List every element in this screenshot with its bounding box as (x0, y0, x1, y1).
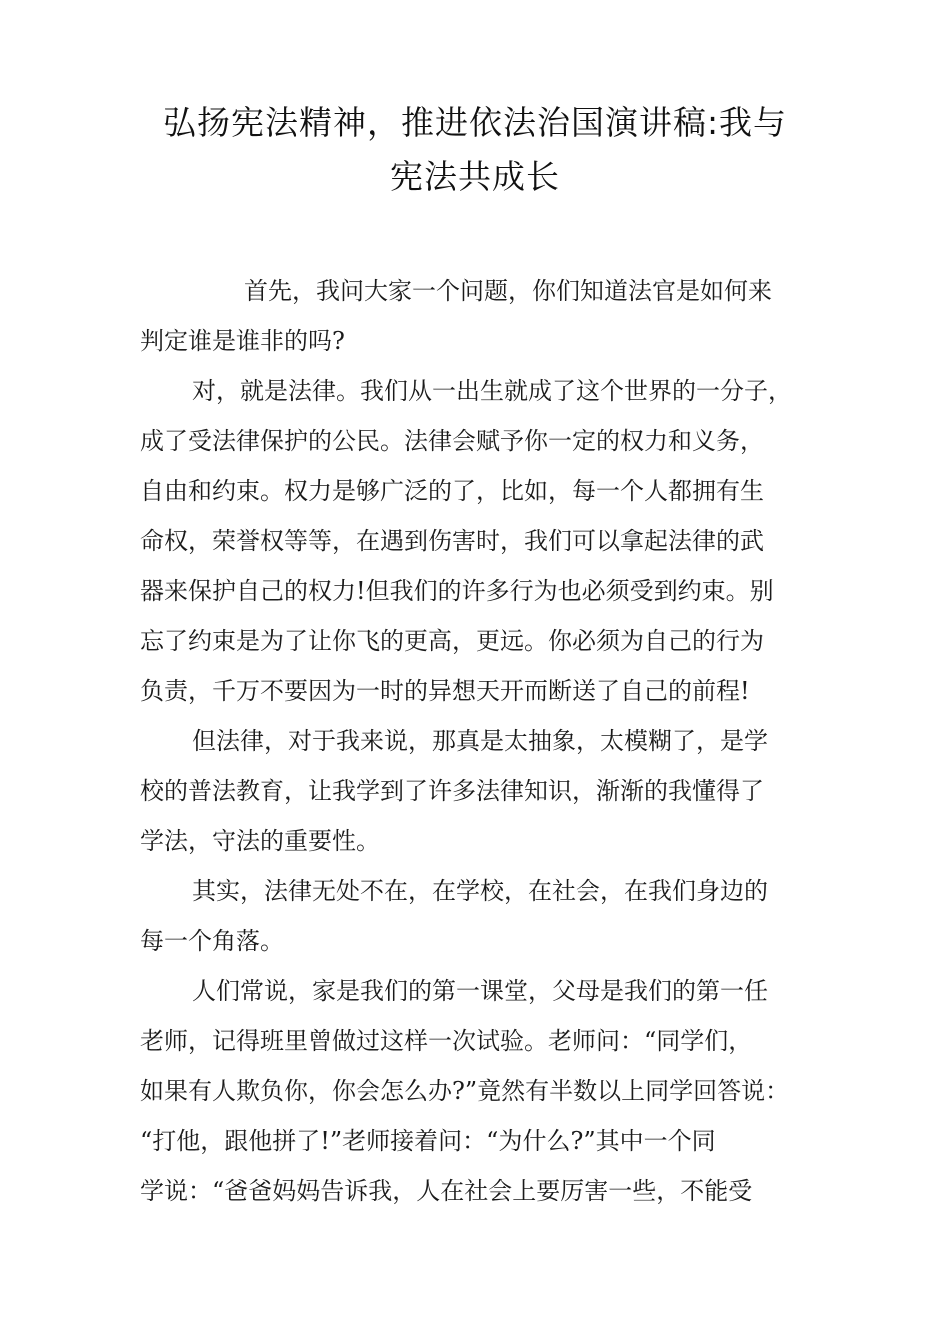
title-line-1: 弘扬宪法精神，推进依法治国演讲稿:我与 (162, 103, 788, 142)
text-line: 但法律，对于我来说，那真是太抽象，太模糊了，是学 (192, 727, 768, 755)
text-line: 学说：“爸爸妈妈告诉我，人在社会上要厉害一些，不能受 (140, 1177, 753, 1205)
text-line: 自由和约束。权力是够广泛的了，比如，每一个人都拥有生 (140, 477, 764, 505)
text-line: 成了受法律保护的公民。法律会赋予你一定的权力和义务， (140, 427, 764, 455)
text-line: 如果有人欺负你，你会怎么办?”竟然有半数以上同学回答说： (140, 1077, 790, 1105)
text-line: 对，就是法律。我们从一出生就成了这个世界的一分子， (192, 377, 792, 405)
text-line: 学法，守法的重要性。 (140, 827, 380, 855)
text-line: 判定谁是谁非的吗? (140, 327, 345, 355)
text-line: 校的普法教育，让我学到了许多法律知识，渐渐的我懂得了 (140, 777, 764, 805)
document-title (120, 96, 830, 204)
text-line: 命权，荣誉权等等，在遇到伤害时，我们可以拿起法律的武 (140, 527, 764, 555)
document-body (140, 266, 830, 1216)
text-line: 器来保护自己的权力!但我们的许多行为也必须受到约束。别 (140, 577, 774, 605)
text-line: 每一个角落。 (140, 927, 284, 955)
text-line: “打他，跟他拼了!”老师接着问：“为什么?”其中一个同 (140, 1127, 716, 1155)
title-line-2: 宪法共成长 (390, 157, 560, 196)
text-line: 首先，我问大家一个问题，你们知道法官是如何来 (244, 277, 772, 305)
text-line: 忘了约束是为了让你飞的更高，更远。你必须为自己的行为 (140, 627, 764, 655)
text-line: 人们常说，家是我们的第一课堂，父母是我们的第一任 (192, 977, 768, 1005)
text-line: 老师，记得班里曾做过这样一次试验。老师问：“同学们， (140, 1027, 753, 1055)
text-line: 负责，千万不要因为一时的异想天开而断送了自己的前程! (140, 677, 750, 705)
text-line: 其实，法律无处不在，在学校，在社会，在我们身边的 (192, 877, 768, 905)
